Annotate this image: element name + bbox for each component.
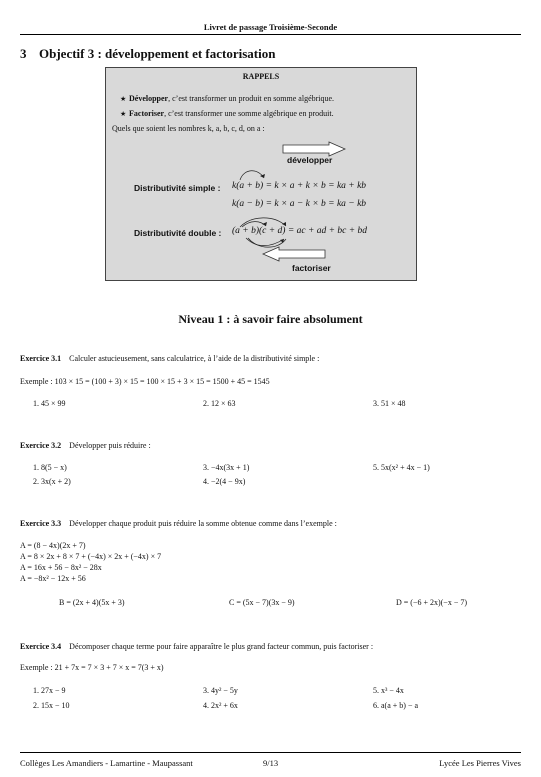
- exercise-3-3-header: [20, 519, 337, 528]
- example-line: A = (8 − 4x)(2x + 7): [20, 541, 86, 550]
- list-item: 2. 15x − 10: [33, 701, 70, 710]
- list-item: 6. a(a + b) − a: [373, 701, 419, 710]
- section-number: 3: [20, 46, 27, 61]
- list-item: 2. 12 × 63: [203, 399, 236, 408]
- header-rule: [20, 34, 521, 35]
- exercise-3-4-example: Exemple : 21 + 7x = 7 × 3 + 7 × x = 7(3 + x): [20, 663, 164, 672]
- exercise-statement: Décomposer chaque terme pour faire apparaître le plus grand facteur commun, puis factoriser :: [69, 642, 374, 651]
- list-item: C = (5x − 7)(3x − 9): [229, 598, 295, 607]
- section-title: [20, 46, 275, 62]
- distrib-simple-line1: k(a + b) = k × a + k × b = ka + kb: [232, 181, 367, 191]
- rappels-intro: Quels que soient les nombres k, a, b, c, d, on a :: [112, 124, 265, 133]
- distrib-double-label: Distributivité double :: [134, 228, 222, 238]
- distrib-double-line: (a + b)(c + d) = ac + ad + bc + bd: [232, 226, 368, 236]
- curved-arrow-icon: [238, 167, 268, 181]
- exercise-3-4-header: [20, 642, 373, 651]
- star-icon: ★: [120, 95, 127, 103]
- exercise-label: Exercice 3.3: [20, 519, 62, 528]
- example-line: A = 16x + 56 − 8x² − 28x: [20, 563, 102, 572]
- distrib-simple-label: Distributivité simple :: [134, 183, 221, 193]
- list-item: 2. 3x(x + 2): [33, 477, 71, 486]
- exercise-3-2-header: [20, 441, 151, 450]
- list-item: 1. 8(5 − x): [33, 463, 67, 472]
- list-item: 4. 2x² + 6x: [203, 701, 238, 710]
- footer-page-number: 9/13: [263, 758, 279, 768]
- list-item: 3. −4x(3x + 1): [203, 463, 250, 472]
- developper-label: développer: [287, 155, 333, 165]
- distrib-simple-line2: k(a − b) = k × a − k × b = ka − kb: [232, 199, 367, 209]
- list-item: 3. 51 × 48: [373, 399, 406, 408]
- definition-developper: , c’est transformer un produit en somme algébrique.: [168, 94, 335, 103]
- exercise-statement: Calculer astucieusement, sans calculatrice, à l’aide de la distributivité simple :: [69, 354, 320, 363]
- rappels-title: RAPPELS: [242, 72, 280, 81]
- term-factoriser: Factoriser: [129, 109, 165, 118]
- factoriser-label: factoriser: [292, 263, 331, 273]
- list-item: 4. −2(4 − 9x): [203, 477, 246, 486]
- section-title-text: Objectif 3 : développement et factorisation: [39, 46, 276, 61]
- example-line: A = 8 × 2x + 8 × 7 + (−4x) × 2x + (−4x) × 7: [20, 552, 162, 561]
- footer-right: Lycée Les Pierres Vives: [439, 758, 521, 768]
- list-item: 1. 27x − 9: [33, 686, 66, 695]
- niveau-title: Niveau 1 : à savoir faire absolument: [178, 312, 363, 326]
- list-item: 5. x³ − 4x: [373, 686, 404, 695]
- list-item: 5. 5x(x² + 4x − 1): [373, 463, 430, 472]
- exercise-label: Exercice 3.2: [20, 441, 62, 450]
- arrow-left-icon: [263, 247, 327, 261]
- definition-factoriser: , c’est transformer une somme algébrique en produit.: [164, 109, 334, 118]
- rappel-factoriser: [120, 109, 334, 118]
- example-line: A = −8x² − 12x + 56: [20, 574, 86, 583]
- star-icon: ★: [120, 110, 127, 118]
- exercise-statement: Développer puis réduire :: [69, 441, 151, 450]
- term-developper: Développer: [129, 94, 169, 103]
- exercise-label: Exercice 3.4: [20, 642, 62, 651]
- exercise-label: Exercice 3.1: [20, 354, 62, 363]
- exercise-3-1-example: Exemple : 103 × 15 = (100 + 3) × 15 = 100 × 15 + 3 × 15 = 1500 + 45 = 1545: [20, 377, 270, 386]
- page-header: Livret de passage Troisième-Seconde: [203, 22, 338, 32]
- rappel-developper: [120, 94, 334, 103]
- list-item: 3. 4y² − 5y: [203, 686, 238, 695]
- exercise-3-1-header: [20, 354, 319, 363]
- list-item: D = (−6 + 2x)(−x − 7): [396, 598, 467, 607]
- list-item: B = (2x + 4)(5x + 3): [59, 598, 125, 607]
- exercise-statement: Développer chaque produit puis réduire la somme obtenue comme dans l’exemple :: [69, 519, 337, 528]
- footer-left: Collèges Les Amandiers - Lamartine - Maupassant: [20, 758, 193, 768]
- list-item: 1. 45 × 99: [33, 399, 66, 408]
- footer-rule: [20, 752, 521, 753]
- arrow-right-icon: [283, 142, 347, 156]
